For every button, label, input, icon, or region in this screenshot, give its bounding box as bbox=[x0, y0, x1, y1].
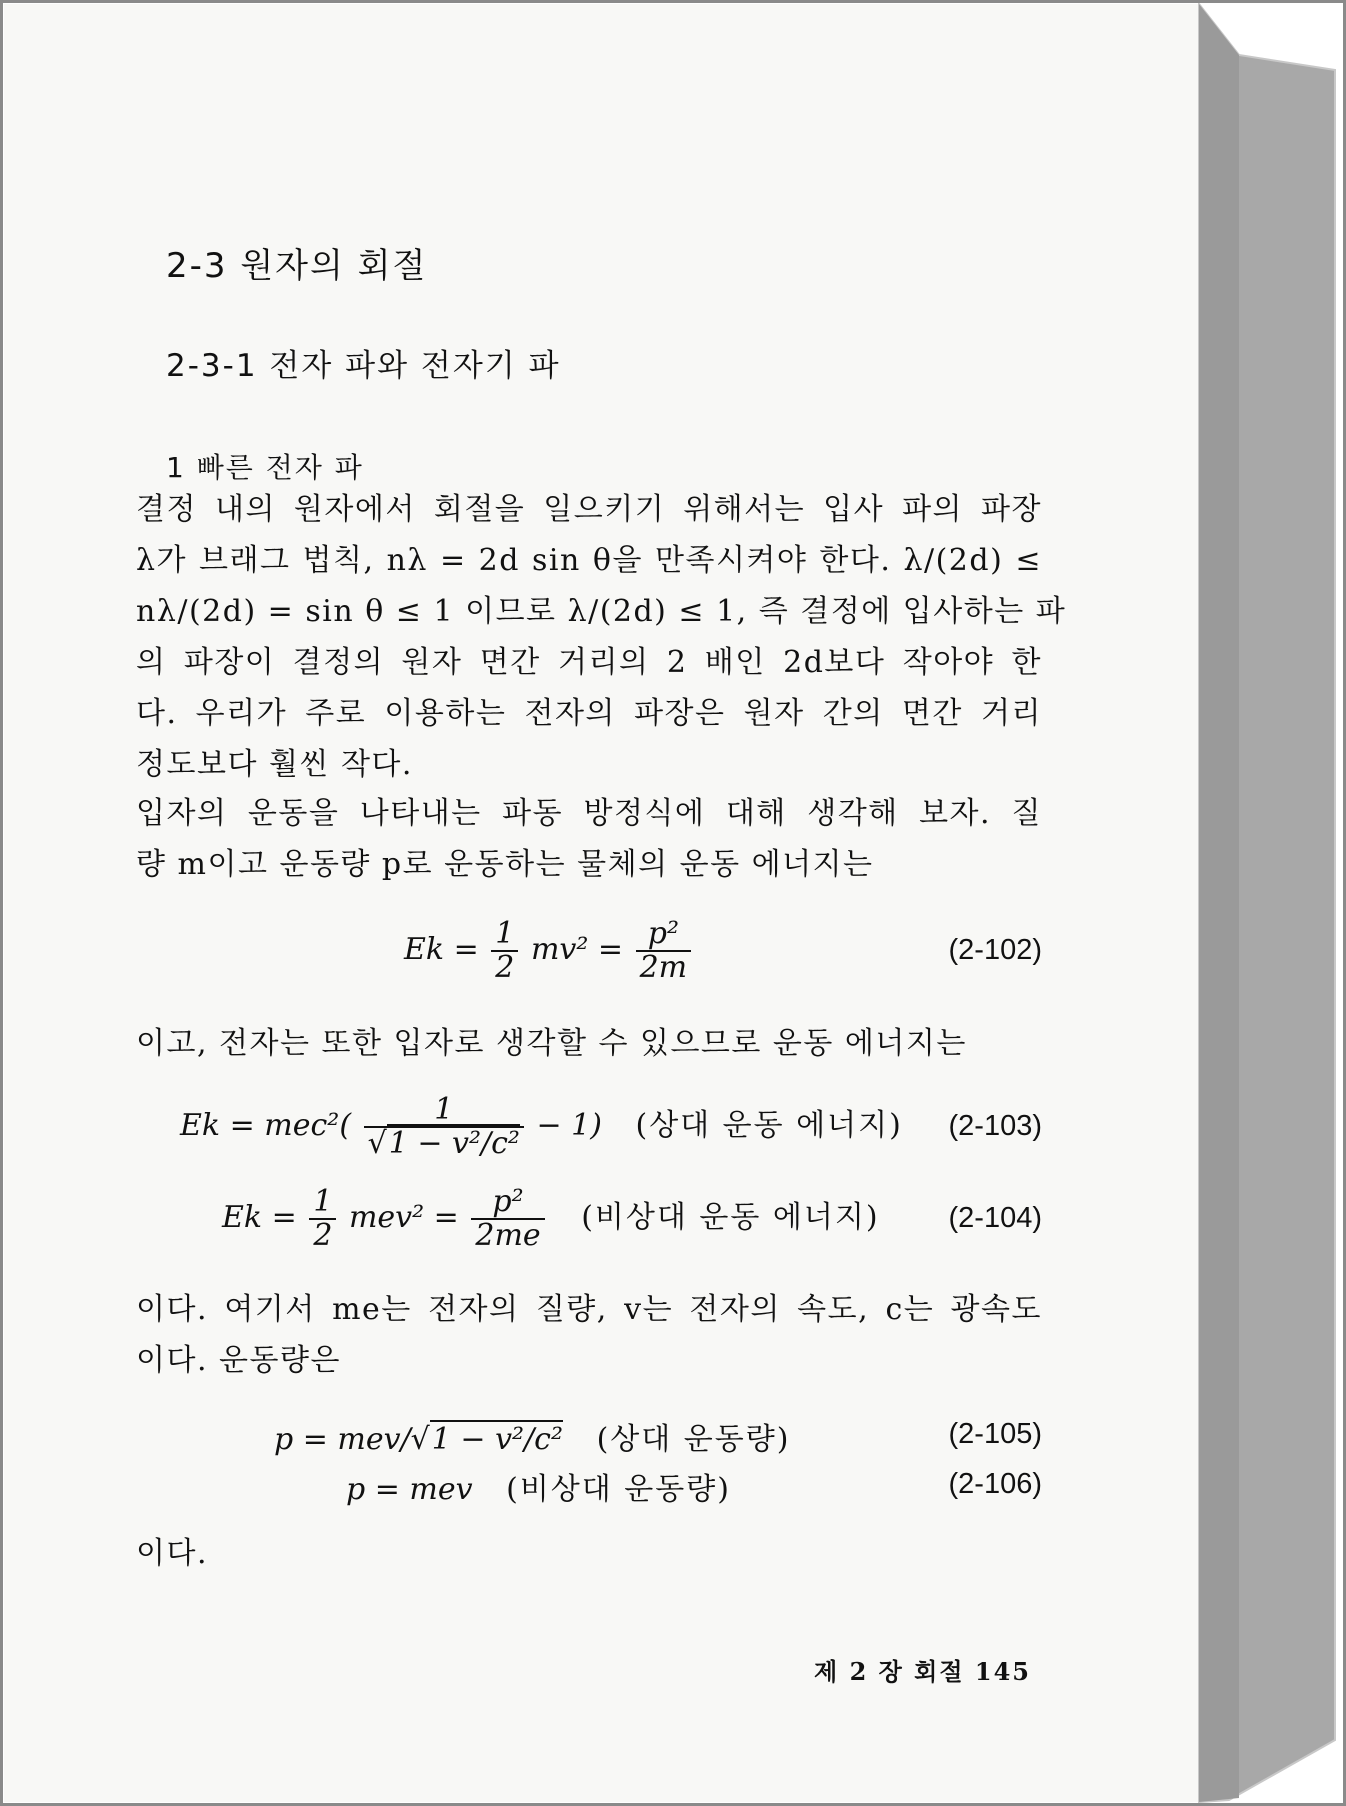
subsection-title: 2-3-1 전자 파와 전자기 파 bbox=[166, 348, 561, 384]
text-line: 의 파장이 결정의 원자 면간 거리의 2 배인 2d보다 작아야 한 bbox=[136, 645, 1042, 680]
eq-lhs: p = mev/ bbox=[274, 1422, 411, 1457]
eq-root: 1 − v²/c² bbox=[431, 1422, 564, 1457]
paragraph-closing bbox=[136, 1528, 1042, 1579]
equation-2-102: Ek = $\frac{1}{2}$ mv² = $\frac{\text{p²}}{2m}$ (2-102) bbox=[404, 916, 1042, 985]
text-line: 입자의 운동을 나타내는 파동 방정식에 대해 생각해 보자. 질 bbox=[136, 796, 1042, 831]
eq-frac-den: 2 bbox=[495, 950, 515, 985]
eq-frac-num: p² bbox=[471, 1186, 544, 1220]
text-line: 이다. 운동량은 bbox=[136, 1343, 341, 1378]
eq-frac-num: 1 bbox=[309, 1186, 336, 1220]
text-line: 이다. bbox=[136, 1536, 208, 1571]
equation-2-106 bbox=[136, 1460, 1042, 1520]
text-line: λ가 브래그 법칙, nλ = 2d sin θ을 만족시켜야 한다. λ/(2d) ≤ bbox=[136, 543, 1042, 578]
eq-note: (상대 운동 에너지) bbox=[635, 1108, 903, 1143]
page-footer: 제 2 장 회절 145 bbox=[814, 1657, 1031, 1686]
equation-number: (2-103) bbox=[948, 1110, 1042, 1142]
eq-frac-den: 2me bbox=[475, 1218, 541, 1253]
paragraph-electron-mass bbox=[136, 1284, 1042, 1386]
text-line: 결정 내의 원자에서 회절을 일으키기 위해서는 입사 파의 파장 bbox=[136, 492, 1042, 527]
text-line: 정도보다 훨씬 작다. bbox=[136, 747, 413, 782]
eq-note: (상대 운동량) bbox=[596, 1422, 791, 1457]
eq-note: (비상대 운동량) bbox=[506, 1472, 731, 1507]
eq-mid: mev² = bbox=[348, 1200, 459, 1235]
eq-mid: mv² bbox=[530, 932, 589, 967]
eq-frac-num: 1 bbox=[491, 918, 518, 952]
equation-2-103: Ek = mec²( $\frac{1}{\text{√1 − v²/c²}}$ − 1) (상대 운동 에너지) (2-103) bbox=[180, 1092, 1042, 1161]
eq-expr: p = mev bbox=[346, 1472, 473, 1507]
eq-frac-num: p² bbox=[636, 918, 692, 952]
text-line: 다. 우리가 주로 이용하는 전자의 파장은 원자 간의 면간 거리 bbox=[136, 696, 1042, 731]
equation-number: (2-102) bbox=[948, 934, 1042, 966]
eq-frac-den: 2 bbox=[313, 1218, 333, 1253]
eq-tail: − 1) bbox=[536, 1108, 602, 1143]
paragraph-wave-equation bbox=[136, 788, 1042, 890]
eq-frac-num: 1 bbox=[364, 1094, 524, 1128]
section-title: 2-3 원자의 회절 bbox=[166, 246, 428, 286]
equation-2-104 bbox=[136, 1184, 1042, 1253]
eq-lhs: Ek = bbox=[222, 1200, 297, 1235]
equation-number: (2-104) bbox=[948, 1202, 1042, 1234]
text-line: 이다. 여기서 me는 전자의 질량, v는 전자의 속도, c는 광속도 bbox=[136, 1292, 1042, 1327]
item-title: 1 빠른 전자 파 bbox=[166, 451, 364, 484]
paragraph-bragg bbox=[136, 484, 1067, 790]
text-line: 이고, 전자는 또한 입자로 생각할 수 있으므로 운동 에너지는 bbox=[136, 1026, 967, 1061]
text-line: 량 m이고 운동량 p로 운동하는 물체의 운동 에너지는 bbox=[136, 847, 874, 882]
text-line: nλ/(2d) = sin θ ≤ 1 이므로 λ/(2d) ≤ 1, 즉 결정에 입사하는 파 bbox=[136, 594, 1067, 629]
equation-number: (2-105) bbox=[948, 1418, 1042, 1450]
eq-frac-den: 2m bbox=[639, 950, 688, 985]
eq-note: (비상대 운동 에너지) bbox=[581, 1200, 880, 1235]
eq-lhs: Ek bbox=[404, 932, 445, 967]
equation-2-105: p = mev/√1 − v²/c² (상대 운동량) (2-105) bbox=[274, 1418, 1042, 1457]
paragraph-kinetic-energy bbox=[136, 1018, 1042, 1069]
eq-lhs: Ek = mec²( bbox=[180, 1108, 352, 1143]
equation-number: (2-106) bbox=[948, 1468, 1042, 1500]
eq-frac-den: 1 − v²/c² bbox=[388, 1126, 520, 1161]
